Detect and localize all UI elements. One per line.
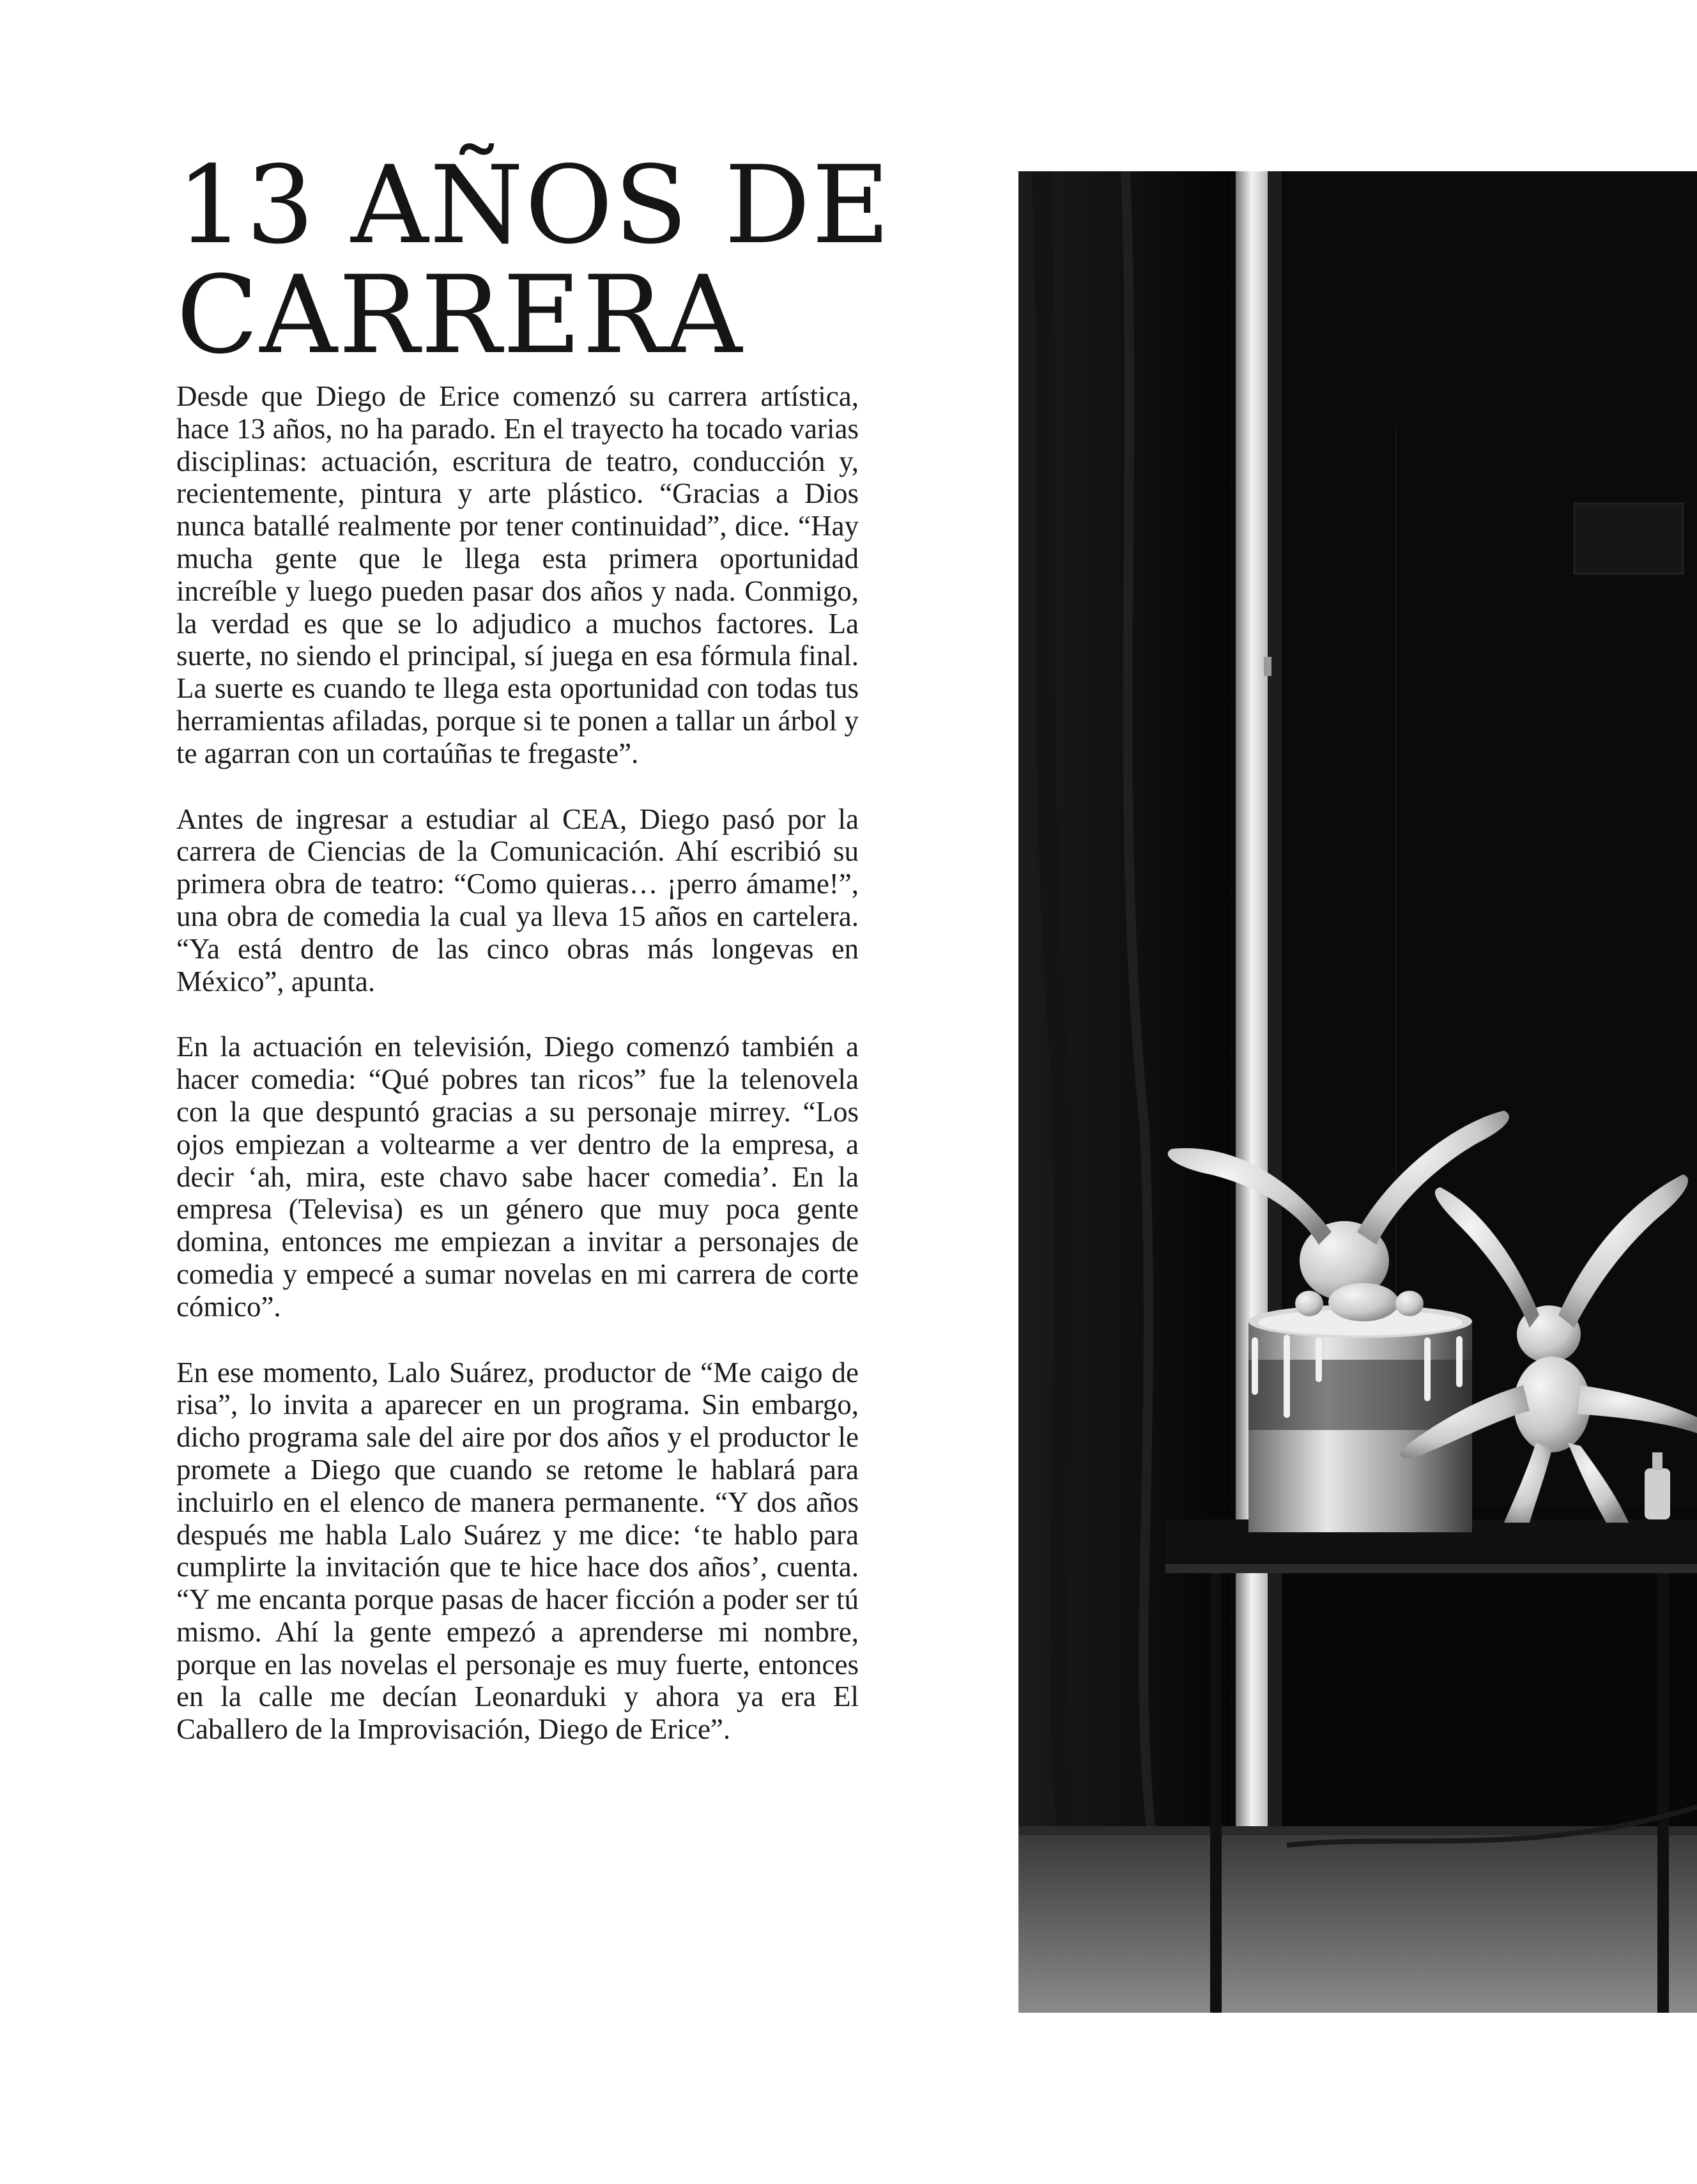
article-paragraph-2: Antes de ingresar a estudiar al CEA, Diego pasó por la carrera de Ciencias de la Comunicación. Ahí escribió su primera obra de teatro: “Como quieras… ¡perro ámame!”, una obra de comedia la cual ya lleva 15 años en cartelera. “Ya está dentro de las cinco obras más longevas en México”, apunta. xyxy=(176,803,859,997)
article-paragraph-4: En ese momento, Lalo Suárez, productor de “Me caigo de risa”, lo invita a aparecer en un programa. Sin embargo, dicho programa sale del aire por dos años y el productor le promete a Diego que cuando se retome le hablará para incluirlo en el elenco de manera permanente. “Y dos años después me habla Lalo Suárez y me dice: ‘te hablo para cumplirte la invitación que te hice hace dos años’, cuenta. “Y me encanta porque pasas de hacer ficción a poder ser tú mismo. Ahí la gente empezó a aprenderse mi nombre, porque en las novelas el personaje es muy fuerte, entonces en la calle me decían Leonarduki y ahora ya era El Caballero de la Improvisación, Diego de Erice”. xyxy=(176,1356,859,1746)
article-paragraph-3: En la actuación en televisión, Diego comenzó también a hacer comedia: “Qué pobres tan ricos” fue la telenovela con la que despuntó gracias a su personaje mirrey. “Los ojos empiezan a voltearme a ver dentro de la empresa, a decir ‘ah, mira, este chavo sabe hacer comedia’. En la empresa (Televisa) es un género que muy poca gente domina, entonces me empiezan a invitar a personajes de comedia y empecé a sumar novelas en mi carrera de corte cómico”. xyxy=(176,1031,859,1323)
article-title-line-1: 13 AÑOS DE xyxy=(176,142,892,268)
photo-illustration xyxy=(1018,171,1697,2013)
article-title xyxy=(176,142,892,378)
article-photo xyxy=(1018,171,1697,2013)
article-body xyxy=(176,380,859,1779)
article-paragraph-1: Desde que Diego de Erice comenzó su carrera artística, hace 13 años, no ha parado. En el trayecto ha tocado varias disciplinas: actuación, escritura de teatro, conducción y, recientemente, pintura y arte plástico. “Gracias a Dios nunca batallé realmente por tener continuidad”, dice. “Hay mucha gente que le llega esta primera oportunidad increíble y luego pueden pasar dos años y nada. Conmigo, la verdad es que se lo adjudico a muchos factores. La suerte, no siendo el principal, sí juega en esa fórmula final. La suerte es cuando te llega esta oportunidad con todas tus herramientas afiladas, porque si te ponen a tallar un árbol y te agarran con un cortaúñas te fregaste”. xyxy=(176,380,859,769)
article-title-line-2: CARRERA xyxy=(176,252,744,378)
